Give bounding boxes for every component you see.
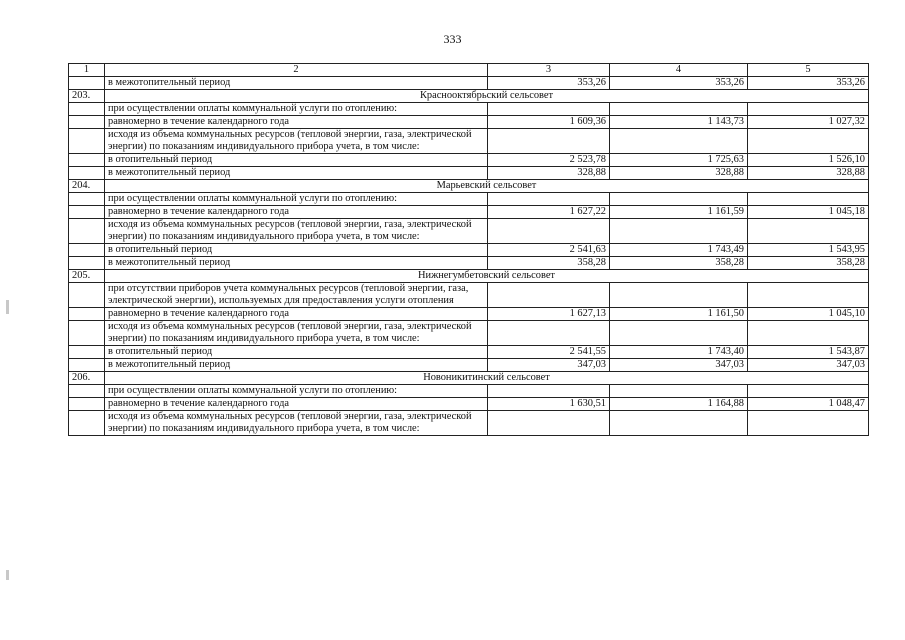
description-cell: исходя из объема коммунальных ресурсов (тепловой энергии, газа, электрической энергии) по показаниям индивидуального прибора учета, в том числе: [105, 129, 488, 154]
value-cell-col5: 1 526,10 [748, 154, 869, 167]
value-cell-col5: 353,26 [748, 77, 869, 90]
value-cell-col3 [488, 411, 610, 436]
value-cell-col4: 1 143,73 [610, 116, 748, 129]
description-cell: при осуществлении оплаты коммунальной услуги по отоплению: [105, 193, 488, 206]
value-cell-col4 [610, 283, 748, 308]
value-cell-col4: 1 161,50 [610, 308, 748, 321]
value-cell-col4 [610, 219, 748, 244]
value-cell-col5: 1 543,95 [748, 244, 869, 257]
tariff-table [68, 63, 869, 436]
value-cell-col5: 347,03 [748, 359, 869, 372]
table-row [69, 129, 869, 154]
row-number: 206. [69, 372, 105, 385]
value-cell-col4: 1 164,88 [610, 398, 748, 411]
value-cell-col5: 1 027,32 [748, 116, 869, 129]
value-cell-col4: 328,88 [610, 167, 748, 180]
table-row [69, 206, 869, 219]
value-cell-col3 [488, 193, 610, 206]
table-row [69, 398, 869, 411]
value-cell-col3: 347,03 [488, 359, 610, 372]
value-cell-col3 [488, 103, 610, 116]
value-cell-col4: 1 743,40 [610, 346, 748, 359]
table-row [69, 154, 869, 167]
table-row [69, 167, 869, 180]
description-cell: в межотопительный период [105, 77, 488, 90]
row-number [69, 257, 105, 270]
table-row [69, 283, 869, 308]
value-cell-col4: 1 161,59 [610, 206, 748, 219]
value-cell-col3: 1 627,22 [488, 206, 610, 219]
row-number: 204. [69, 180, 105, 193]
table-row [69, 257, 869, 270]
value-cell-col5 [748, 193, 869, 206]
value-cell-col5: 328,88 [748, 167, 869, 180]
section-header-row [69, 372, 869, 385]
value-cell-col4: 1 725,63 [610, 154, 748, 167]
table-row [69, 219, 869, 244]
row-number: 203. [69, 90, 105, 103]
table-row [69, 346, 869, 359]
value-cell-col3 [488, 321, 610, 346]
value-cell-col5: 1 045,10 [748, 308, 869, 321]
header-cell: 5 [748, 64, 869, 77]
value-cell-col4: 353,26 [610, 77, 748, 90]
table-row [69, 77, 869, 90]
row-number [69, 206, 105, 219]
row-number [69, 346, 105, 359]
row-number [69, 398, 105, 411]
description-cell: равномерно в течение календарного года [105, 206, 488, 219]
value-cell-col5 [748, 385, 869, 398]
page-number: 333 [443, 32, 462, 46]
value-cell-col3: 2 541,63 [488, 244, 610, 257]
value-cell-col3: 1 630,51 [488, 398, 610, 411]
value-cell-col3: 2 541,55 [488, 346, 610, 359]
section-title: Нижнегумбетовский сельсовет [105, 270, 869, 283]
row-number [69, 193, 105, 206]
row-number [69, 103, 105, 116]
table-row [69, 385, 869, 398]
row-number [69, 167, 105, 180]
row-number [69, 321, 105, 346]
scan-edge-mark [6, 300, 9, 314]
header-cell: 4 [610, 64, 748, 77]
section-title: Марьевский сельсовет [105, 180, 869, 193]
value-cell-col3: 1 609,36 [488, 116, 610, 129]
section-header-row [69, 180, 869, 193]
value-cell-col4 [610, 103, 748, 116]
value-cell-col5 [748, 283, 869, 308]
row-number [69, 116, 105, 129]
description-cell: в отопительный период [105, 154, 488, 167]
description-cell: в межотопительный период [105, 257, 488, 270]
row-number [69, 385, 105, 398]
value-cell-col4 [610, 411, 748, 436]
row-number [69, 283, 105, 308]
description-cell: в межотопительный период [105, 359, 488, 372]
value-cell-col4 [610, 193, 748, 206]
description-cell: в межотопительный период [105, 167, 488, 180]
description-cell: равномерно в течение календарного года [105, 398, 488, 411]
value-cell-col4 [610, 385, 748, 398]
row-number [69, 244, 105, 257]
value-cell-col3: 353,26 [488, 77, 610, 90]
value-cell-col3: 1 627,13 [488, 308, 610, 321]
value-cell-col5 [748, 321, 869, 346]
table-row [69, 321, 869, 346]
row-number [69, 219, 105, 244]
section-header-row [69, 270, 869, 283]
row-number [69, 411, 105, 436]
value-cell-col3: 2 523,78 [488, 154, 610, 167]
section-title: Новоникитинский сельсовет [105, 372, 869, 385]
row-number [69, 154, 105, 167]
value-cell-col3 [488, 283, 610, 308]
description-cell: в отопительный период [105, 346, 488, 359]
table-row [69, 411, 869, 436]
value-cell-col5 [748, 411, 869, 436]
value-cell-col5 [748, 129, 869, 154]
description-cell: при осуществлении оплаты коммунальной услуги по отоплению: [105, 103, 488, 116]
value-cell-col3: 358,28 [488, 257, 610, 270]
section-header-row [69, 90, 869, 103]
value-cell-col3 [488, 385, 610, 398]
table-row [69, 193, 869, 206]
value-cell-col5 [748, 219, 869, 244]
value-cell-col3 [488, 219, 610, 244]
description-cell: при осуществлении оплаты коммунальной услуги по отоплению: [105, 385, 488, 398]
row-number [69, 129, 105, 154]
value-cell-col4: 358,28 [610, 257, 748, 270]
header-cell: 2 [105, 64, 488, 77]
table-row [69, 244, 869, 257]
value-cell-col4: 347,03 [610, 359, 748, 372]
header-cell: 3 [488, 64, 610, 77]
table-header-row [69, 64, 869, 77]
description-cell: исходя из объема коммунальных ресурсов (тепловой энергии, газа, электрической энергии) по показаниям индивидуального прибора учета, в том числе: [105, 321, 488, 346]
table-row [69, 103, 869, 116]
description-cell: при отсутствии приборов учета коммунальных ресурсов (тепловой энергии, газа, электрической энергии), используемых для предоставления услуги отопления [105, 283, 488, 308]
value-cell-col4 [610, 129, 748, 154]
row-number [69, 77, 105, 90]
value-cell-col4 [610, 321, 748, 346]
description-cell: исходя из объема коммунальных ресурсов (тепловой энергии, газа, электрической энергии) по показаниям индивидуального прибора учета, в том числе: [105, 219, 488, 244]
description-cell: равномерно в течение календарного года [105, 308, 488, 321]
description-cell: в отопительный период [105, 244, 488, 257]
value-cell-col3 [488, 129, 610, 154]
table-row [69, 308, 869, 321]
value-cell-col5 [748, 103, 869, 116]
value-cell-col5: 1 045,18 [748, 206, 869, 219]
description-cell: исходя из объема коммунальных ресурсов (тепловой энергии, газа, электрической энергии) по показаниям индивидуального прибора учета, в том числе: [105, 411, 488, 436]
description-cell: равномерно в течение календарного года [105, 116, 488, 129]
value-cell-col5: 358,28 [748, 257, 869, 270]
header-cell: 1 [69, 64, 105, 77]
value-cell-col5: 1 048,47 [748, 398, 869, 411]
scan-edge-mark [6, 570, 9, 580]
table-row [69, 116, 869, 129]
value-cell-col4: 1 743,49 [610, 244, 748, 257]
row-number: 205. [69, 270, 105, 283]
value-cell-col3: 328,88 [488, 167, 610, 180]
row-number [69, 359, 105, 372]
row-number [69, 308, 105, 321]
table-row [69, 359, 869, 372]
value-cell-col5: 1 543,87 [748, 346, 869, 359]
section-title: Краснооктябрьский сельсовет [105, 90, 869, 103]
